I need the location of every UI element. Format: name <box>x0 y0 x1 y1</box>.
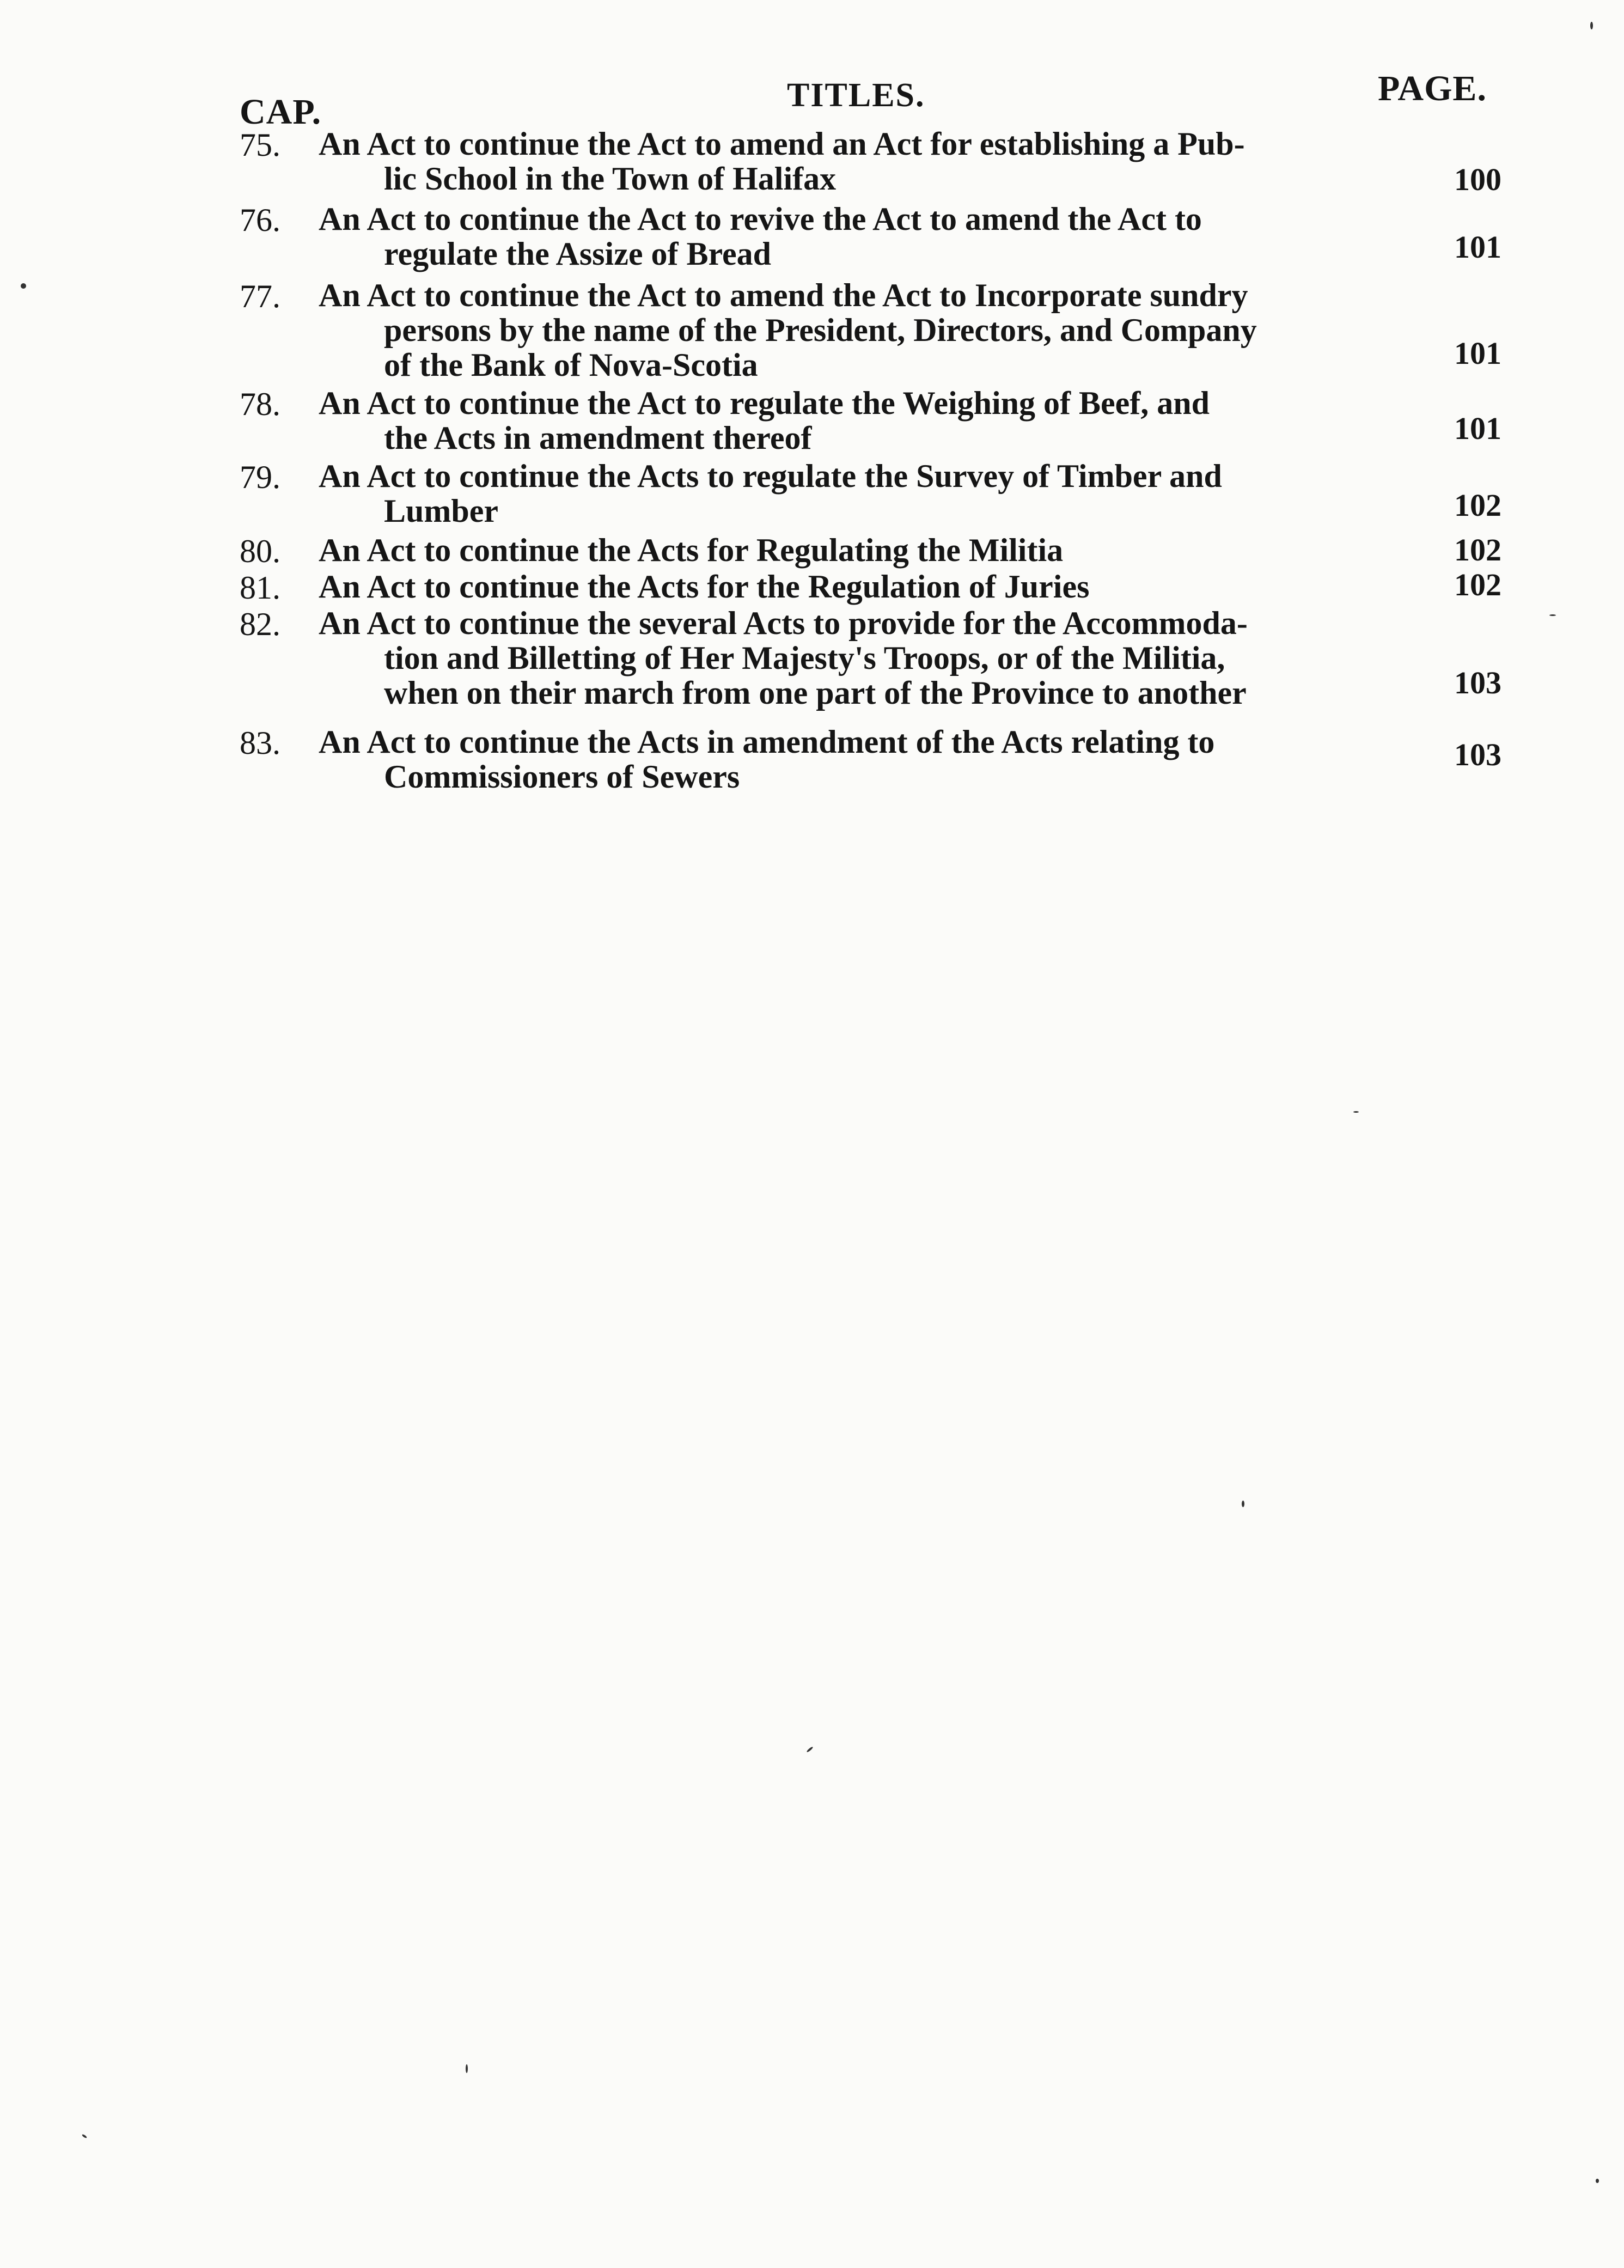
scan-speck <box>806 1746 813 1753</box>
title-line: tion and Billetting of Her Majesty's Troops, or of the Militia, <box>384 640 1225 676</box>
title-line: the Acts in amendment thereof <box>384 420 812 456</box>
page-number: 102 <box>1454 532 1501 568</box>
cap-number: 79. <box>240 459 280 495</box>
title-line: An Act to continue the several Acts to provide for the Accommoda- <box>319 605 1248 641</box>
page-number: 101 <box>1454 229 1501 265</box>
act-title <box>319 533 1381 568</box>
scan-speck <box>1596 2179 1599 2183</box>
scan-speck <box>1549 614 1556 616</box>
title-line: Commissioners of Sewers <box>384 759 740 795</box>
title-line: Lumber <box>384 493 498 529</box>
act-title <box>319 202 1381 271</box>
page-number: 100 <box>1454 162 1501 197</box>
scan-speck <box>1590 22 1593 29</box>
cap-number: 82. <box>240 606 280 642</box>
page-column-header: PAGE. <box>1378 69 1487 108</box>
page-number: 103 <box>1454 737 1501 772</box>
cap-number: 83. <box>240 725 280 761</box>
title-line: An Act to continue the Act to revive the Act to amend the Act to <box>319 201 1202 237</box>
scan-speck <box>21 283 26 289</box>
title-line: regulate the Assize of Bread <box>384 236 772 272</box>
act-title <box>319 459 1381 528</box>
title-line: An Act to continue the Act to regulate the Weighing of Beef, and <box>319 385 1210 421</box>
title-line: persons by the name of the President, Directors, and Company <box>384 312 1257 348</box>
title-line: An Act to continue the Acts for Regulating the Militia <box>319 532 1064 568</box>
act-title <box>319 278 1381 382</box>
title-line: An Act to continue the Act to amend the Act to Incorporate sundry <box>319 277 1248 313</box>
scan-speck <box>466 2064 468 2073</box>
page-number: 102 <box>1454 487 1501 523</box>
act-title <box>319 606 1381 710</box>
cap-number: 77. <box>240 278 280 314</box>
title-line: An Act to continue the Acts for the Regulation of Juries <box>319 569 1090 605</box>
act-title <box>319 724 1381 794</box>
title-line: An Act to continue the Acts in amendment of the Acts relating to <box>319 724 1215 760</box>
cap-column-header: CAP. <box>240 92 322 132</box>
scan-speck <box>82 2133 87 2138</box>
title-line: An Act to continue the Acts to regulate the Survey of Timber and <box>319 458 1222 494</box>
title-line: lic School in the Town of Halifax <box>384 161 837 197</box>
cap-number: 80. <box>240 533 280 569</box>
page-number: 102 <box>1454 567 1501 602</box>
scan-speck <box>1242 1501 1244 1507</box>
cap-number: 78. <box>240 386 280 422</box>
act-title <box>319 569 1381 604</box>
cap-number: 81. <box>240 570 280 606</box>
title-line: of the Bank of Nova-Scotia <box>384 347 758 383</box>
page-number: 101 <box>1454 336 1501 371</box>
cap-number: 75. <box>240 127 280 163</box>
title-line: An Act to continue the Act to amend an Act for establishing a Pub- <box>319 126 1245 162</box>
act-title <box>319 386 1381 455</box>
act-title <box>319 126 1381 196</box>
page-number: 101 <box>1454 411 1501 446</box>
title-line: when on their march from one part of the Province to another <box>384 675 1247 711</box>
cap-number: 76. <box>240 202 280 238</box>
titles-column-header: TITLES. <box>787 77 925 114</box>
page-number: 103 <box>1454 665 1501 700</box>
scan-speck <box>1353 1111 1359 1113</box>
